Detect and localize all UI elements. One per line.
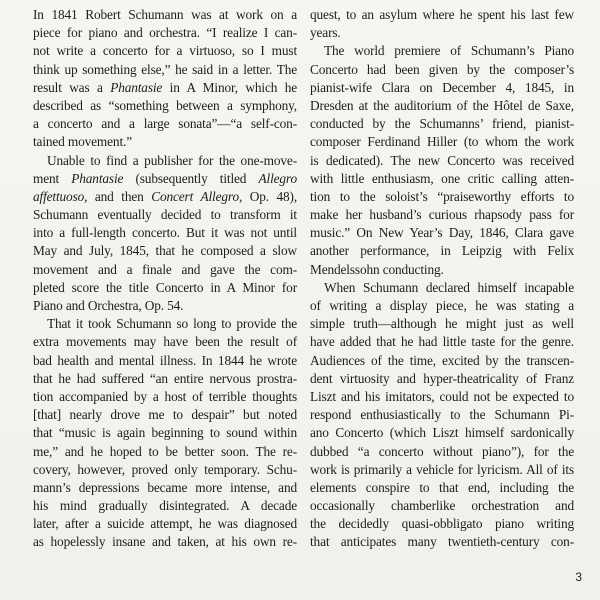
text-line: think up something else,” he said in a letter. The (33, 61, 297, 77)
text-line: is dedicated). The new Concerto was received (310, 152, 574, 168)
text-line: piece for piano and orchestra. “I realize I can- (33, 25, 297, 41)
text-line: respond enthusiastically to the Schumann Pi- (310, 407, 574, 423)
text-line: In 1841 Robert Schumann was at work on a (33, 7, 297, 22)
right-column (310, 6, 574, 552)
text-line: later, after a suicide attempt, he was diagnosed (33, 516, 297, 532)
text-line: Piano and Orchestra, Op. 54. (33, 298, 184, 313)
text-line: with little enthusiasm, one critic calling atten- (310, 170, 574, 186)
text-line: the decidedly quasi-obbligato piano writing (310, 516, 574, 532)
text-line: his mind gradually disintegrated. A decade (33, 498, 297, 514)
text-line: described as “something between a symphony, (33, 97, 297, 113)
text-line: quest, to an asylum where he spent his last few (310, 7, 574, 22)
text-line: movement and a finale and gave the com- (33, 261, 297, 277)
text-line: years. (310, 25, 341, 41)
text-line: pleted score the title Concerto in A Minor for (33, 279, 297, 295)
text-line: Audiences of the time, excited by the transcen- (310, 352, 574, 368)
text-line: When Schumann declared himself incapable (324, 279, 574, 295)
text-line: That it took Schumann so long to provide the (47, 316, 297, 332)
text-line: extra movements may have been the result of (33, 334, 297, 350)
text-line: a concerto and a large sonata”—“a self-con- (33, 116, 297, 132)
text-line: into a full-length concerto. But it was not until (33, 225, 297, 241)
text-line: that he had suffered “an entire nervous prostra- (33, 370, 297, 386)
text-line: Dresden at the auditorium of the Hôtel de Saxe, (310, 97, 574, 113)
text-line: that anticipates many twentieth-century con- (310, 534, 574, 550)
text-line: make her husband’s curious rhapsody pass for (310, 207, 574, 223)
text-line: music.” On New Year’s Day, 1846, Clara gave (310, 225, 574, 241)
text-line: Liszt and his imitators, could not be expected to (310, 388, 574, 404)
text-line: me,” and he hoped to be better soon. The re- (33, 443, 297, 459)
text-line: covery, however, proved only temporary. Schu- (33, 461, 297, 477)
text-line: tion to the soloist’s “praiseworthy efforts to (310, 188, 574, 204)
text-line: The world premiere of Schumann’s Piano (324, 43, 574, 59)
text-line: occasionally chamberlike orchestration and (310, 498, 574, 514)
text-line: mann’s depressions became more intense, and (33, 479, 297, 495)
text-line: have added that he had little taste for the genre. (310, 334, 574, 350)
text-line: that “music is again beginning to sound within (33, 425, 297, 441)
text-line: work is primarily a vehicle for lyricism. All of its (310, 461, 574, 477)
page-number: 3 (575, 570, 582, 584)
text-line: dubbed “a concerto without piano”), for the (310, 443, 574, 459)
text-line: simple truth—although he might just as well (310, 316, 574, 332)
text-line: ano Concerto (which Liszt himself sardonically (310, 425, 574, 441)
text-line: [that] nearly drove me to despair” but noted (33, 407, 297, 423)
text-line: another performance, in Leipzig with Felix (310, 243, 574, 259)
text-line: result was a Phantasie in A Minor, which he (33, 79, 297, 95)
text-line: not write a concerto for a virtuoso, so I must (33, 43, 297, 59)
text-line: elements conspire to that end, including the (310, 479, 574, 495)
text-line: affettuoso, and then Concert Allegro, Op. 48), (33, 188, 297, 204)
text-line: of writing a display piece, he was stating a (310, 298, 574, 313)
text-line: composer Ferdinand Hiller (to whom the work (310, 134, 574, 150)
text-line: conducted by the Schumanns’ friend, pianist- (310, 116, 574, 132)
text-line: Concerto had been given by the composer’s (310, 61, 574, 77)
text-line: tion accompanied by a host of terrible thoughts (33, 388, 297, 404)
text-line: as hopelessly insane and taken, at his own re- (33, 534, 297, 550)
text-line: Unable to find a publisher for the one-move- (47, 152, 297, 168)
text-line: pianist-wife Clara on December 4, 1845, in (310, 79, 574, 95)
text-line: tained movement.” (33, 134, 132, 150)
text-line: May and July, 1845, that he composed a slow (33, 243, 297, 259)
text-line: dent virtuosity and hyper-theatricality of Franz (310, 370, 574, 386)
text-line: ment Phantasie (subsequently titled Allegro (33, 170, 297, 186)
text-line: Schumann eventually decided to transform it (33, 207, 297, 223)
text-line: bad health and mental illness. In 1844 he wrote (33, 352, 297, 368)
left-column (33, 6, 297, 552)
text-line: Mendelssohn conducting. (310, 261, 444, 277)
